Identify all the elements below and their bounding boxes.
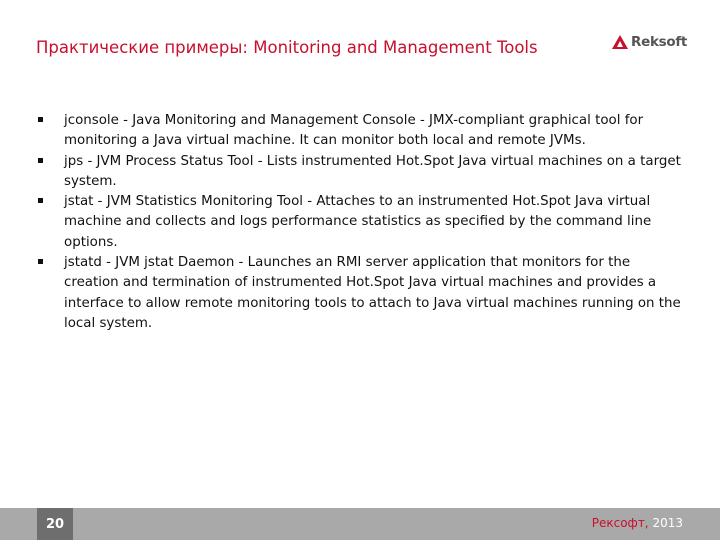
bullet-square-icon [38,117,43,122]
slide-title: Практические примеры: Monitoring and Management Tools [36,38,538,57]
bullet-square-icon [38,158,43,163]
bullet-square-icon [38,198,43,203]
bullet-text: jps - JVM Process Status Tool - Lists instrumented Hot.Spot Java virtual machines on a target system. [64,153,681,189]
list-item [36,111,686,152]
list-item [36,152,686,193]
footer-year: 2013 [652,516,683,530]
list-item [36,253,686,334]
reksoft-logo [612,32,687,52]
footer-brand: Рексофт, [591,516,649,530]
list-item [36,192,686,253]
bullet-text: jstat - JVM Statistics Monitoring Tool - Attaches to an instrumented Hot.Spot Java virtual machine and collects and logs performance statistics as specified by the command line options. [64,194,652,250]
bullet-square-icon [38,259,43,264]
bullet-list [36,111,686,334]
logo-text: Reksoft [631,34,688,50]
bullet-text: jstatd - JVM jstat Daemon - Launches an RMI server application that monitors for the creation and termination of instrumented Hot.Spot Java virtual machines and provides a interface to allow remote monitoring tools to attach to Java virtual machines running on the local system. [64,255,681,331]
bullet-text: jconsole - Java Monitoring and Management Console - JMX-compliant graphical tool for monitoring a Java virtual machine. It can monitor both local and remote JVMs. [64,113,644,149]
reksoft-triangle-icon [612,35,628,49]
page-number: 20 [37,508,73,540]
footer-copyright [592,516,683,530]
